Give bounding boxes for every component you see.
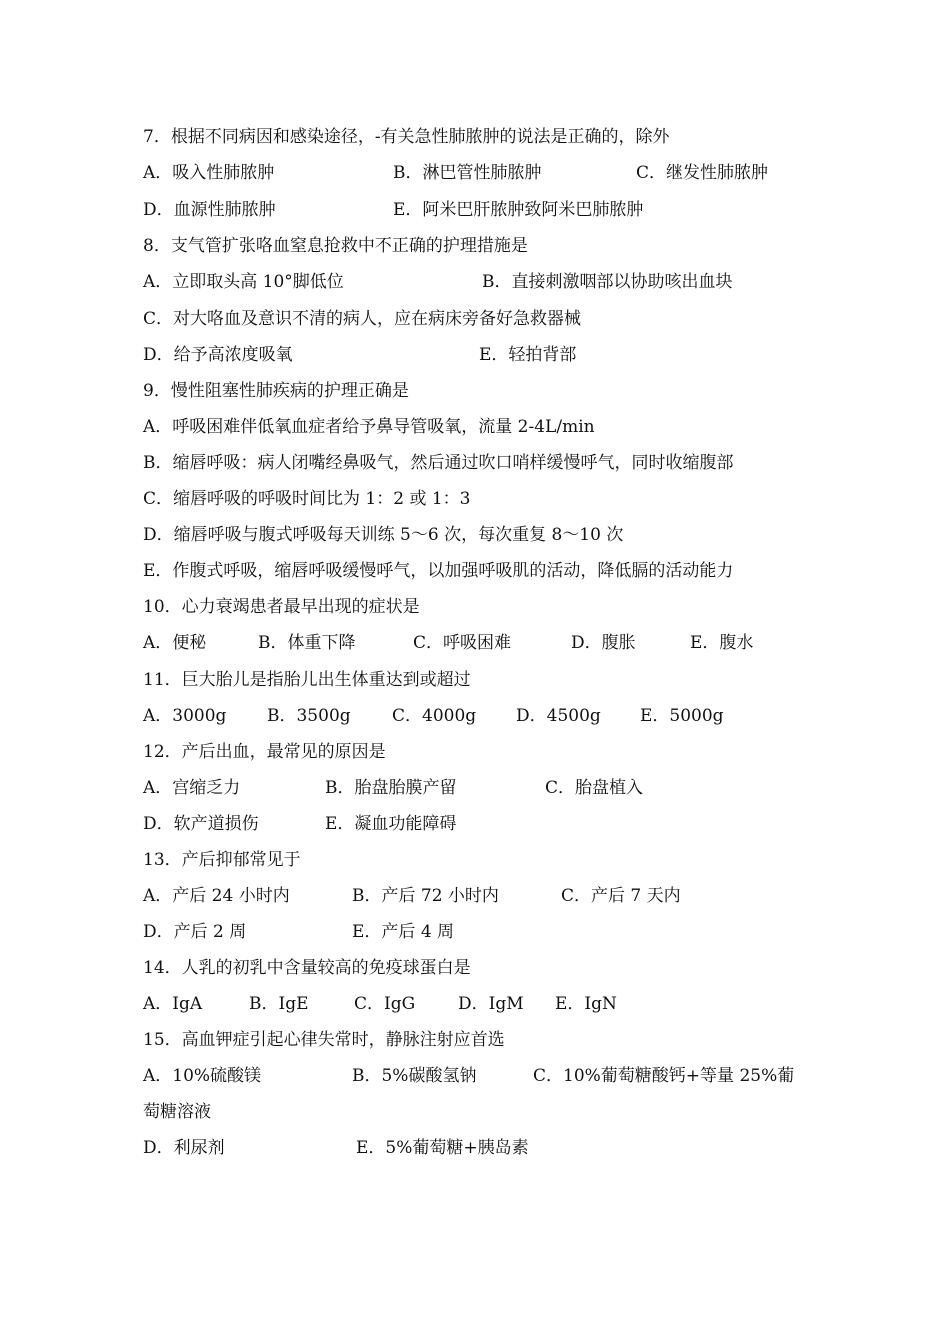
option-b: B．5%碳酸氢钠 [352,1066,477,1086]
question-stem: 12．产后出血，最常见的原因是 [143,742,386,762]
question-stem: 15．高血钾症引起心律失常时，静脉注射应首选 [143,1030,505,1050]
option-c: C．产后 7 天内 [561,886,681,906]
option-e: E．5%葡萄糖+胰岛素 [356,1138,529,1158]
question-stem: 14．人乳的初乳中含量较高的免疫球蛋白是 [143,958,471,978]
option-a: A．IgA [143,994,203,1014]
question-stem: 7．根据不同病因和感染途径，-有关急性肺脓肿的说法是正确的，除外 [143,127,670,147]
question-stem: 8．支气管扩张咯血窒息抢救中不正确的护理措施是 [143,236,528,256]
option-e: E．阿米巴肝脓肿致阿米巴肺脓肿 [393,200,644,220]
option-b: B．体重下降 [258,633,356,653]
option-d: D．血源性肺脓肿 [143,200,276,220]
option-b: B．缩唇呼吸：病人闭嘴经鼻吸气，然后通过吹口哨样缓慢呼气，同时收缩腹部 [143,453,734,473]
option-c: C．继发性肺脓肿 [636,163,769,183]
option-b: B．淋巴管性肺脓肿 [393,163,542,183]
option-b: B．胎盘胎膜产留 [325,778,457,798]
option-a: A．产后 24 小时内 [143,886,290,906]
option-c: C．对大咯血及意识不清的病人，应在病床旁备好急救器械 [143,309,582,329]
option-d: D．4500g [516,706,601,726]
option-d: D．产后 2 周 [143,922,247,942]
option-d: D．缩唇呼吸与腹式呼吸每天训练 5～6 次，每次重复 8～10 次 [143,525,624,545]
option-c: C．IgG [354,994,416,1014]
option-a: A．便秘 [143,633,207,653]
option-d: D．软产道损伤 [143,814,259,834]
option-a: A．呼吸困难伴低氧血症者给予鼻导管吸氧，流量 2-4L/min [143,417,595,437]
option-d: D．腹胀 [571,633,636,653]
option-b: B．直接刺激咽部以协助咳出血块 [482,272,733,292]
option-c: C．呼吸困难 [413,633,512,653]
option-e: E．轻拍背部 [479,345,577,365]
option-c: C．10%葡萄糖酸钙+等量 25%葡 [533,1066,795,1086]
option-e: E．产后 4 周 [352,922,455,942]
option-e: E．凝血功能障碍 [325,814,457,834]
option-a: A．10%硫酸镁 [143,1066,262,1086]
option-c: C．胎盘植入 [545,778,644,798]
question-stem: 11．巨大胎儿是指胎儿出生体重达到或超过 [143,670,471,690]
option-b: B．产后 72 小时内 [352,886,499,906]
option-a: A．3000g [143,706,227,726]
option-d: D．给予高浓度吸氧 [143,345,293,365]
option-a: A．吸入性肺脓肿 [143,163,275,183]
option-e: E．腹水 [690,633,754,653]
option-e: E．作腹式呼吸，缩唇呼吸缓慢呼气，以加强呼吸肌的活动，降低膈的活动能力 [143,561,734,581]
option-c: C．缩唇呼吸的呼吸时间比为 1：2 或 1：3 [143,489,471,509]
option-d: D．利尿剂 [143,1138,225,1158]
option-b: B．3500g [267,706,351,726]
option-e: E．IgN [555,994,617,1014]
option-e: E．5000g [640,706,724,726]
option-a: A．宫缩乏力 [143,778,241,798]
option-c: C．4000g [392,706,477,726]
question-stem: 10．心力衰竭患者最早出现的症状是 [143,597,420,617]
question-stem: 9．慢性阻塞性肺疾病的护理正确是 [143,381,409,401]
option-b: B．IgE [249,994,309,1014]
question-stem: 13．产后抑郁常见于 [143,850,301,870]
option-continuation: 萄糖溶液 [143,1102,211,1122]
option-d: D．IgM [458,994,524,1014]
option-a: A．立即取头高 10°脚低位 [143,272,344,292]
